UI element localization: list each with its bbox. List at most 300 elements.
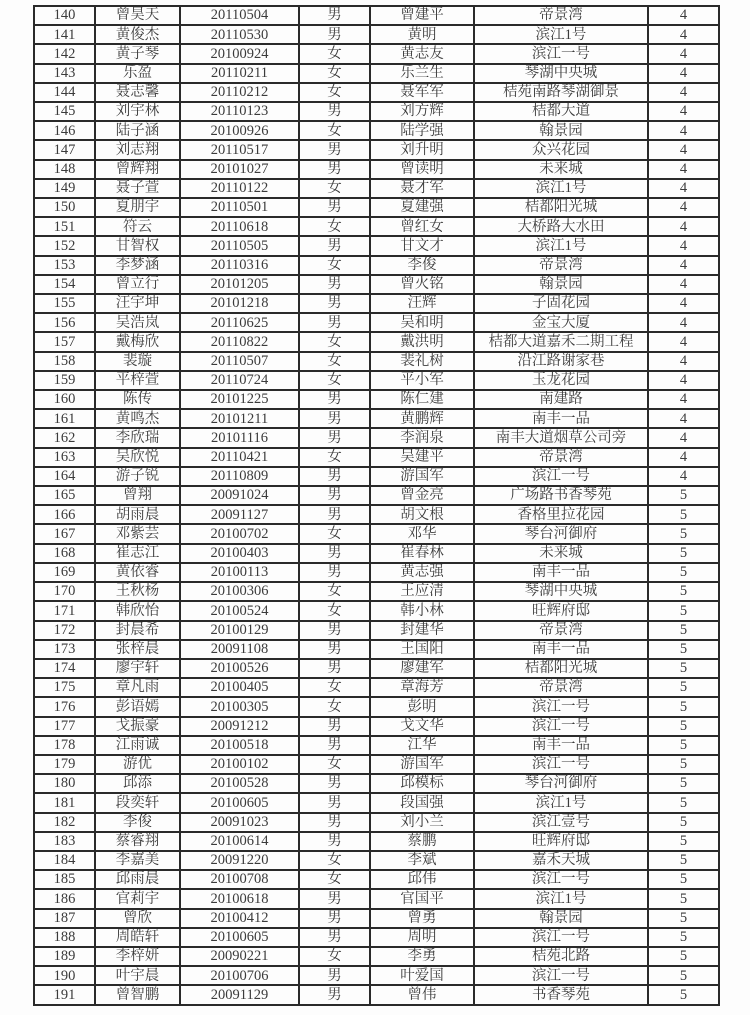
cell-name: 汪宇坤: [95, 294, 180, 313]
table-row: [34, 621, 719, 640]
cell-birth-date: 20110507: [180, 352, 299, 371]
cell-group: 4: [648, 313, 719, 332]
cell-birth-date: 20100306: [180, 582, 299, 601]
cell-birth-date: 20091127: [180, 505, 299, 524]
cell-guardian-name: 江华: [370, 736, 474, 755]
cell-index: 181: [34, 793, 95, 812]
cell-birth-date: 20110421: [180, 448, 299, 467]
cell-guardian-name: 黄明: [370, 25, 474, 44]
cell-index: 176: [34, 697, 95, 716]
cell-address: 桔都大道: [474, 102, 648, 121]
cell-address: 大桥路大水田: [474, 217, 648, 236]
cell-birth-date: 20100129: [180, 621, 299, 640]
cell-address: 滨江一号: [474, 44, 648, 63]
cell-name: 刘志翔: [95, 140, 180, 159]
cell-index: 163: [34, 448, 95, 467]
cell-index: 187: [34, 909, 95, 928]
cell-group: 4: [648, 160, 719, 179]
cell-index: 174: [34, 659, 95, 678]
cell-index: 147: [34, 140, 95, 159]
cell-index: 179: [34, 755, 95, 774]
cell-name: 符云: [95, 217, 180, 236]
table-row: [34, 467, 719, 486]
cell-guardian-name: 吴建平: [370, 448, 474, 467]
cell-name: 段奕轩: [95, 793, 180, 812]
table-row: [34, 64, 719, 83]
cell-address: 嘉禾天城: [474, 851, 648, 870]
cell-address: 旺辉府邸: [474, 601, 648, 620]
cell-group: 5: [648, 813, 719, 832]
table-row: [34, 755, 719, 774]
table-row: [34, 832, 719, 851]
cell-name: 曾翔: [95, 486, 180, 505]
cell-guardian-name: 陈仁建: [370, 390, 474, 409]
cell-birth-date: 20100405: [180, 678, 299, 697]
cell-group: 5: [648, 736, 719, 755]
cell-birth-date: 20101205: [180, 275, 299, 294]
cell-address: 帝景湾: [474, 6, 648, 25]
cell-guardian-name: 封建华: [370, 621, 474, 640]
cell-name: 李欣瑞: [95, 428, 180, 447]
cell-guardian-name: 李润泉: [370, 428, 474, 447]
cell-gender: 男: [299, 928, 370, 947]
cell-group: 4: [648, 275, 719, 294]
cell-index: 173: [34, 640, 95, 659]
cell-index: 171: [34, 601, 95, 620]
cell-address: 滨江一号: [474, 928, 648, 947]
cell-guardian-name: 曾火铭: [370, 275, 474, 294]
cell-gender: 男: [299, 160, 370, 179]
cell-gender: 男: [299, 390, 370, 409]
cell-gender: 女: [299, 256, 370, 275]
cell-address: 桔苑南路琴湖御景: [474, 83, 648, 102]
table-row: [34, 909, 719, 928]
cell-name: 曾欣: [95, 909, 180, 928]
cell-guardian-name: 彭明: [370, 697, 474, 716]
cell-name: 邱雨晨: [95, 870, 180, 889]
cell-group: 4: [648, 467, 719, 486]
cell-birth-date: 20100605: [180, 928, 299, 947]
cell-guardian-name: 刘小兰: [370, 813, 474, 832]
cell-group: 5: [648, 505, 719, 524]
cell-name: 吴欣悦: [95, 448, 180, 467]
cell-name: 封晨希: [95, 621, 180, 640]
cell-guardian-name: 戈文华: [370, 717, 474, 736]
cell-index: 162: [34, 428, 95, 447]
cell-gender: 男: [299, 236, 370, 255]
cell-name: 裴璇: [95, 352, 180, 371]
cell-index: 141: [34, 25, 95, 44]
cell-birth-date: 20101218: [180, 294, 299, 313]
cell-guardian-name: 王应清: [370, 582, 474, 601]
cell-address: 翰景园: [474, 275, 648, 294]
cell-birth-date: 20100702: [180, 524, 299, 543]
cell-name: 刘宇林: [95, 102, 180, 121]
cell-group: 4: [648, 179, 719, 198]
cell-gender: 男: [299, 889, 370, 908]
cell-name: 蔡睿翔: [95, 832, 180, 851]
cell-address: 滨江1号: [474, 25, 648, 44]
cell-birth-date: 20091108: [180, 640, 299, 659]
cell-guardian-name: 夏建强: [370, 198, 474, 217]
table-row: [34, 717, 719, 736]
cell-name: 曾昊天: [95, 6, 180, 25]
cell-guardian-name: 叶爱国: [370, 966, 474, 985]
cell-gender: 男: [299, 294, 370, 313]
cell-group: 5: [648, 524, 719, 543]
cell-group: 4: [648, 390, 719, 409]
cell-group: 4: [648, 332, 719, 351]
cell-address: 香格里拉花园: [474, 505, 648, 524]
table-row: [34, 544, 719, 563]
cell-address: 翰景园: [474, 909, 648, 928]
table-row: [34, 256, 719, 275]
cell-address: 滨江1号: [474, 889, 648, 908]
cell-guardian-name: 刘方辉: [370, 102, 474, 121]
cell-birth-date: 20110122: [180, 179, 299, 198]
cell-guardian-name: 游国军: [370, 467, 474, 486]
cell-guardian-name: 曾勇: [370, 909, 474, 928]
cell-birth-date: 20110211: [180, 64, 299, 83]
cell-guardian-name: 周明: [370, 928, 474, 947]
cell-name: 曾立行: [95, 275, 180, 294]
cell-group: 4: [648, 409, 719, 428]
cell-group: 5: [648, 985, 719, 1005]
cell-address: 帝景湾: [474, 678, 648, 697]
cell-birth-date: 20100708: [180, 870, 299, 889]
cell-group: 5: [648, 544, 719, 563]
cell-group: 5: [648, 640, 719, 659]
cell-group: 5: [648, 563, 719, 582]
cell-address: 南丰大道烟草公司旁: [474, 428, 648, 447]
cell-gender: 女: [299, 448, 370, 467]
cell-group: 5: [648, 928, 719, 947]
cell-birth-date: 20100618: [180, 889, 299, 908]
cell-name: 章凡雨: [95, 678, 180, 697]
cell-birth-date: 20091023: [180, 813, 299, 832]
cell-group: 4: [648, 428, 719, 447]
cell-name: 曾辉翔: [95, 160, 180, 179]
table-row: [34, 947, 719, 966]
cell-index: 159: [34, 371, 95, 390]
cell-group: 5: [648, 486, 719, 505]
cell-name: 黄鸣杰: [95, 409, 180, 428]
cell-birth-date: 20110501: [180, 198, 299, 217]
cell-birth-date: 20100614: [180, 832, 299, 851]
cell-index: 144: [34, 83, 95, 102]
cell-gender: 男: [299, 428, 370, 447]
cell-guardian-name: 邓华: [370, 524, 474, 543]
table-row: [34, 736, 719, 755]
cell-index: 153: [34, 256, 95, 275]
cell-group: 4: [648, 371, 719, 390]
cell-index: 170: [34, 582, 95, 601]
cell-birth-date: 20100412: [180, 909, 299, 928]
cell-birth-date: 20100524: [180, 601, 299, 620]
cell-address: 帝景湾: [474, 256, 648, 275]
table-row: [34, 966, 719, 985]
cell-name: 陆子涵: [95, 121, 180, 140]
cell-gender: 男: [299, 140, 370, 159]
table-row: [34, 563, 719, 582]
cell-group: 5: [648, 851, 719, 870]
cell-birth-date: 20101116: [180, 428, 299, 447]
cell-group: 5: [648, 582, 719, 601]
cell-name: 胡雨晨: [95, 505, 180, 524]
cell-address: 众兴花园: [474, 140, 648, 159]
cell-index: 148: [34, 160, 95, 179]
cell-name: 李梦涵: [95, 256, 180, 275]
cell-birth-date: 20100102: [180, 755, 299, 774]
cell-birth-date: 20101211: [180, 409, 299, 428]
table-row: [34, 659, 719, 678]
table-row: [34, 179, 719, 198]
cell-birth-date: 20110724: [180, 371, 299, 390]
cell-name: 聂志馨: [95, 83, 180, 102]
cell-guardian-name: 曾红女: [370, 217, 474, 236]
table-row: [34, 428, 719, 447]
cell-address: 滨江1号: [474, 793, 648, 812]
table-row: [34, 236, 719, 255]
cell-birth-date: 20100403: [180, 544, 299, 563]
table-row: [34, 697, 719, 716]
cell-address: 桔都阳光城: [474, 198, 648, 217]
cell-gender: 男: [299, 659, 370, 678]
cell-address: 子固花园: [474, 294, 648, 313]
cell-guardian-name: 平小军: [370, 371, 474, 390]
cell-address: 滨江1号: [474, 236, 648, 255]
table-row: [34, 505, 719, 524]
cell-name: 陈传: [95, 390, 180, 409]
cell-group: 5: [648, 621, 719, 640]
cell-gender: 女: [299, 755, 370, 774]
cell-name: 李梓妍: [95, 947, 180, 966]
cell-guardian-name: 乐兰生: [370, 64, 474, 83]
cell-name: 张梓晨: [95, 640, 180, 659]
cell-guardian-name: 陆学强: [370, 121, 474, 140]
cell-birth-date: 20100706: [180, 966, 299, 985]
table-row: [34, 25, 719, 44]
cell-index: 190: [34, 966, 95, 985]
cell-address: 未来城: [474, 544, 648, 563]
cell-address: 沿江路谢家巷: [474, 352, 648, 371]
table-row: [34, 217, 719, 236]
cell-birth-date: 20100926: [180, 121, 299, 140]
cell-index: 143: [34, 64, 95, 83]
cell-group: 5: [648, 755, 719, 774]
cell-group: 5: [648, 832, 719, 851]
cell-group: 5: [648, 889, 719, 908]
cell-group: 5: [648, 678, 719, 697]
cell-index: 158: [34, 352, 95, 371]
cell-gender: 女: [299, 870, 370, 889]
cell-name: 夏朋宇: [95, 198, 180, 217]
cell-index: 180: [34, 774, 95, 793]
cell-gender: 男: [299, 102, 370, 121]
cell-birth-date: 20110505: [180, 236, 299, 255]
cell-guardian-name: 黄志强: [370, 563, 474, 582]
cell-gender: 男: [299, 198, 370, 217]
cell-index: 183: [34, 832, 95, 851]
cell-group: 4: [648, 217, 719, 236]
cell-name: 平梓萱: [95, 371, 180, 390]
cell-group: 4: [648, 6, 719, 25]
cell-birth-date: 20110530: [180, 25, 299, 44]
cell-address: 桔都阳光城: [474, 659, 648, 678]
cell-guardian-name: 邱伟: [370, 870, 474, 889]
table-row: [34, 140, 719, 159]
cell-guardian-name: 韩小林: [370, 601, 474, 620]
cell-address: 滨江一号: [474, 697, 648, 716]
cell-address: 滨江一号: [474, 870, 648, 889]
cell-gender: 女: [299, 947, 370, 966]
cell-guardian-name: 曾金亮: [370, 486, 474, 505]
cell-birth-date: 20110316: [180, 256, 299, 275]
cell-gender: 男: [299, 6, 370, 25]
cell-name: 李俊: [95, 813, 180, 832]
cell-group: 5: [648, 909, 719, 928]
cell-gender: 女: [299, 524, 370, 543]
cell-index: 177: [34, 717, 95, 736]
cell-group: 4: [648, 121, 719, 140]
table-row: [34, 198, 719, 217]
cell-index: 152: [34, 236, 95, 255]
cell-gender: 女: [299, 352, 370, 371]
cell-address: 帝景湾: [474, 448, 648, 467]
cell-address: 南建路: [474, 390, 648, 409]
cell-gender: 男: [299, 793, 370, 812]
cell-index: 161: [34, 409, 95, 428]
cell-group: 4: [648, 448, 719, 467]
cell-gender: 女: [299, 83, 370, 102]
cell-gender: 女: [299, 44, 370, 63]
cell-group: 5: [648, 870, 719, 889]
table-row: [34, 601, 719, 620]
cell-name: 崔志江: [95, 544, 180, 563]
cell-name: 韩欣怡: [95, 601, 180, 620]
cell-gender: 男: [299, 486, 370, 505]
cell-index: 186: [34, 889, 95, 908]
table-row: [34, 44, 719, 63]
cell-name: 叶宇晨: [95, 966, 180, 985]
cell-group: 4: [648, 198, 719, 217]
cell-gender: 男: [299, 640, 370, 659]
cell-guardian-name: 曾伟: [370, 985, 474, 1005]
cell-gender: 男: [299, 621, 370, 640]
table-row: [34, 102, 719, 121]
cell-address: 桔苑北路: [474, 947, 648, 966]
cell-name: 李嘉美: [95, 851, 180, 870]
cell-gender: 女: [299, 64, 370, 83]
cell-address: 滨江1号: [474, 179, 648, 198]
table-row: [34, 985, 719, 1005]
cell-gender: 女: [299, 332, 370, 351]
cell-group: 5: [648, 601, 719, 620]
cell-gender: 男: [299, 832, 370, 851]
cell-gender: 男: [299, 275, 370, 294]
cell-group: 4: [648, 83, 719, 102]
cell-gender: 男: [299, 544, 370, 563]
table-row: [34, 332, 719, 351]
cell-index: 145: [34, 102, 95, 121]
cell-index: 166: [34, 505, 95, 524]
cell-gender: 男: [299, 774, 370, 793]
cell-name: 甘智权: [95, 236, 180, 255]
cell-index: 146: [34, 121, 95, 140]
cell-name: 戈振豪: [95, 717, 180, 736]
cell-index: 169: [34, 563, 95, 582]
cell-guardian-name: 邱模标: [370, 774, 474, 793]
cell-gender: 男: [299, 966, 370, 985]
cell-guardian-name: 廖建军: [370, 659, 474, 678]
cell-address: 滨江一号: [474, 755, 648, 774]
cell-address: 金宝大厦: [474, 313, 648, 332]
cell-group: 4: [648, 102, 719, 121]
cell-name: 廖宇轩: [95, 659, 180, 678]
cell-birth-date: 20100924: [180, 44, 299, 63]
cell-address: 琴湖中央城: [474, 582, 648, 601]
cell-group: 4: [648, 352, 719, 371]
table-body: [34, 6, 719, 1005]
student-roster-table: [33, 5, 720, 1006]
cell-birth-date: 20110822: [180, 332, 299, 351]
table-row: [34, 448, 719, 467]
cell-guardian-name: 黄志友: [370, 44, 474, 63]
cell-gender: 男: [299, 505, 370, 524]
cell-address: 滨江一号: [474, 467, 648, 486]
cell-name: 游优: [95, 755, 180, 774]
cell-gender: 男: [299, 909, 370, 928]
cell-birth-date: 20091024: [180, 486, 299, 505]
cell-index: 150: [34, 198, 95, 217]
cell-guardian-name: 游国军: [370, 755, 474, 774]
cell-name: 黄依睿: [95, 563, 180, 582]
cell-index: 142: [34, 44, 95, 63]
cell-address: 南丰一品: [474, 640, 648, 659]
cell-gender: 男: [299, 985, 370, 1005]
table-row: [34, 313, 719, 332]
cell-index: 165: [34, 486, 95, 505]
cell-birth-date: 20110625: [180, 313, 299, 332]
cell-birth-date: 20091212: [180, 717, 299, 736]
cell-guardian-name: 蔡鹏: [370, 832, 474, 851]
cell-birth-date: 20100113: [180, 563, 299, 582]
cell-gender: 女: [299, 601, 370, 620]
cell-index: 182: [34, 813, 95, 832]
cell-guardian-name: 甘文才: [370, 236, 474, 255]
cell-address: 广场路书香琴苑: [474, 486, 648, 505]
cell-group: 4: [648, 256, 719, 275]
cell-address: 琴台河御府: [474, 524, 648, 543]
cell-address: 南丰一品: [474, 563, 648, 582]
table-row: [34, 889, 719, 908]
cell-name: 黄子琴: [95, 44, 180, 63]
cell-guardian-name: 裴礼树: [370, 352, 474, 371]
cell-birth-date: 20091129: [180, 985, 299, 1005]
cell-guardian-name: 黄鹏辉: [370, 409, 474, 428]
cell-index: 185: [34, 870, 95, 889]
cell-gender: 女: [299, 179, 370, 198]
cell-address: 帝景湾: [474, 621, 648, 640]
cell-address: 滨江一号: [474, 717, 648, 736]
cell-index: 172: [34, 621, 95, 640]
cell-address: 旺辉府邸: [474, 832, 648, 851]
cell-guardian-name: 王国阳: [370, 640, 474, 659]
table-row: [34, 409, 719, 428]
cell-gender: 女: [299, 217, 370, 236]
table-row: [34, 371, 719, 390]
cell-birth-date: 20110809: [180, 467, 299, 486]
